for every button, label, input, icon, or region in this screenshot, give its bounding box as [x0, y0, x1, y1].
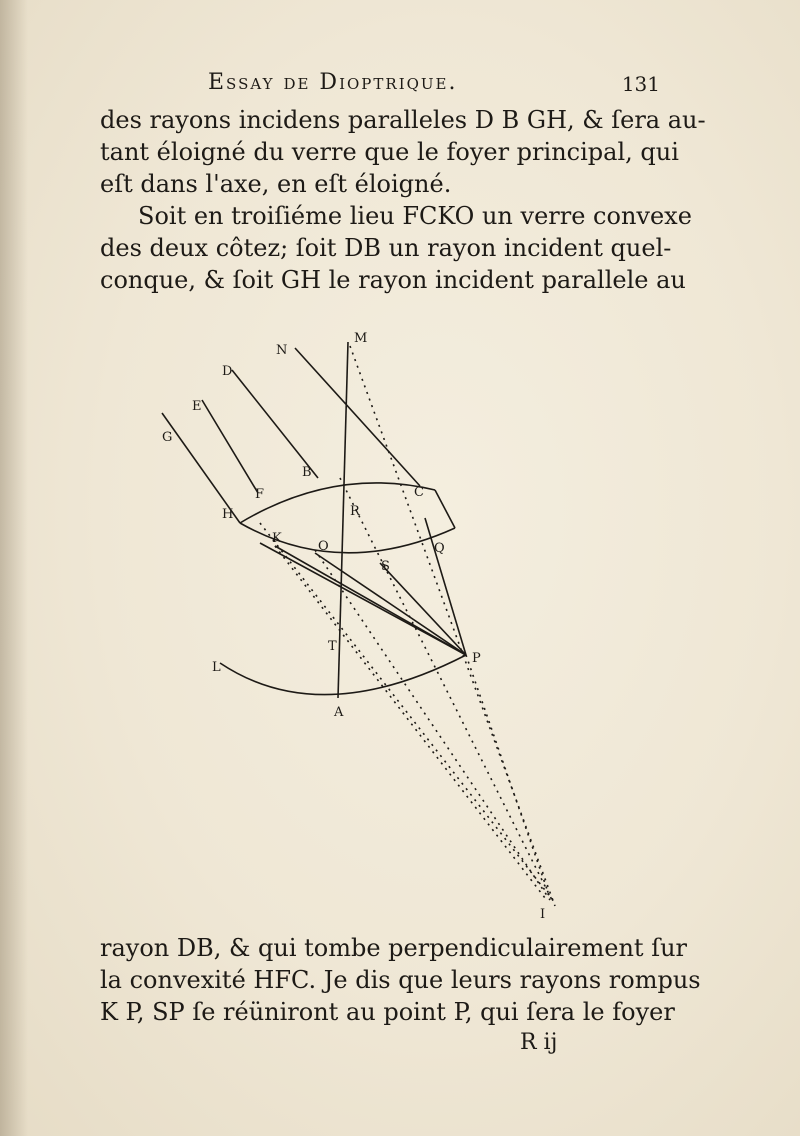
label-h: H: [222, 507, 234, 522]
text-line: Soit en troiſiéme lieu FCKO un verre convexe: [138, 202, 692, 230]
label-b: B: [302, 465, 312, 480]
lens-upper-surface: [240, 483, 435, 523]
running-title: Essay de Dioptrique.: [208, 70, 458, 95]
label-n: N: [276, 343, 288, 358]
body-text-top: [100, 104, 706, 296]
text-line: la convexité HFC. Je dis que leurs rayons rompus: [100, 966, 701, 994]
text-line: K P, SP ſe réüniront au point P, qui ſera le foyer: [100, 998, 675, 1026]
incident-ray-db: [232, 370, 318, 478]
label-m: M: [354, 331, 368, 346]
label-k: K: [272, 531, 282, 546]
text-line: conque, & ſoit GH le rayon incident parallele au: [100, 266, 686, 294]
page-header: [208, 70, 660, 104]
dotted-line-fi: [260, 523, 555, 903]
label-f: F: [255, 487, 265, 502]
refracted-ray-sp: [380, 563, 466, 655]
label-i: I: [540, 907, 546, 918]
lens-edge: [435, 490, 455, 528]
label-r: R: [350, 504, 360, 519]
lens-diagram: [140, 318, 580, 918]
text-line: des deux côtez; ſoit DB un rayon incident quel-: [100, 234, 672, 262]
dotted-line-oi: [315, 550, 550, 900]
label-l: L: [212, 660, 221, 675]
signature-mark: R ij: [520, 1030, 558, 1055]
label-t: T: [328, 639, 337, 654]
label-s: S: [381, 559, 390, 574]
label-e: E: [192, 399, 202, 414]
body-text-bottom: [100, 932, 701, 1028]
dotted-line-pi: [466, 655, 550, 898]
incident-ray-ef: [202, 400, 258, 493]
page-number: 131: [621, 72, 660, 96]
refracted-ray-op: [315, 553, 466, 655]
axis-line: [338, 342, 348, 698]
label-c: C: [414, 485, 424, 500]
refracted-ray-hp: [260, 543, 466, 655]
label-p: P: [472, 651, 481, 666]
text-line: eſt dans l'axe, en eſt éloigné.: [100, 170, 452, 198]
label-o: O: [318, 539, 329, 554]
dotted-line-ki: [275, 546, 545, 898]
text-line: des rayons incidens paralleles D B GH, & ſera au-: [100, 106, 706, 134]
label-a: A: [334, 705, 344, 720]
text-line: rayon DB, & qui tombe perpendiculairement ſur: [100, 934, 688, 962]
incident-ray-nc: [295, 348, 420, 486]
label-q: Q: [434, 541, 445, 556]
label-d: D: [222, 364, 233, 379]
label-g: G: [162, 430, 173, 445]
arc-lap: [220, 655, 466, 695]
text-line: tant éloigné du verre que le foyer principal, qui: [100, 138, 679, 166]
page-edge-shadow: [0, 0, 28, 1136]
